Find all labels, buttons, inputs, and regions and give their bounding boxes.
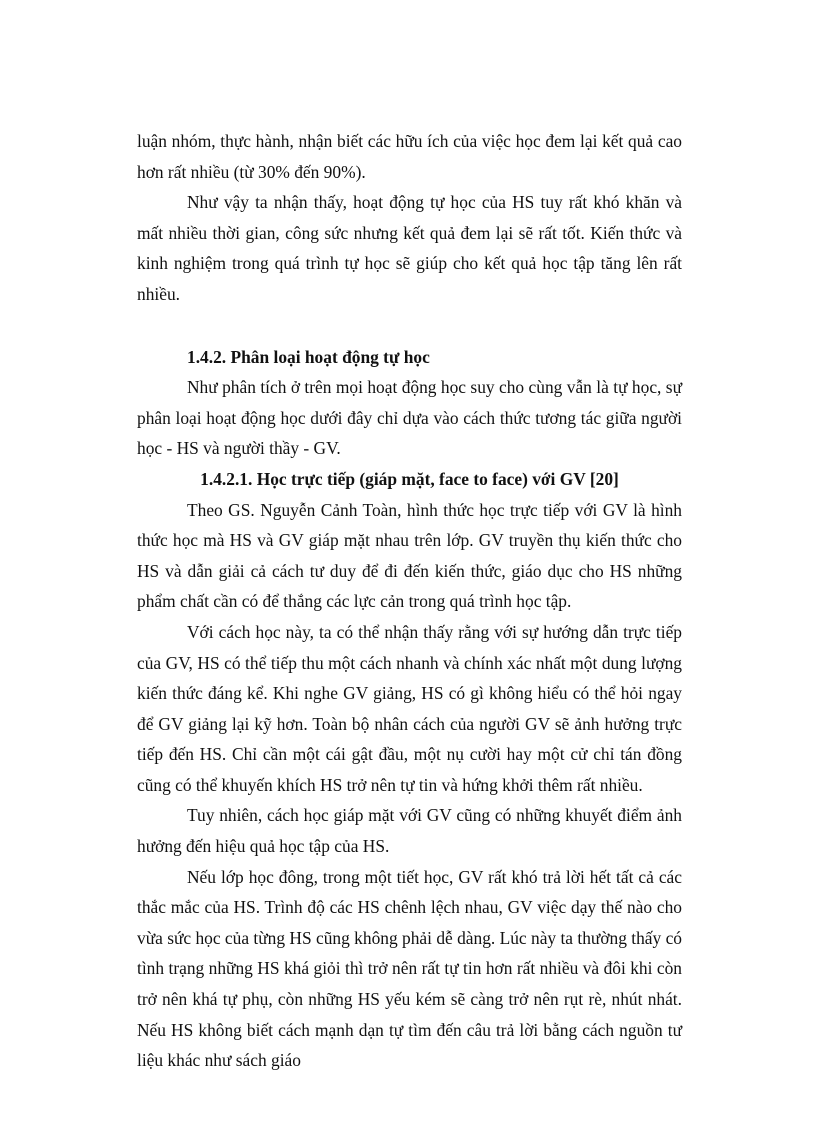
subsection-heading-1-4-2-1: 1.4.2.1. Học trực tiếp (giáp mặt, face to face) với GV [20] [200, 468, 619, 489]
paragraph-direct-learning-definition: Theo GS. Nguyễn Cảnh Toàn, hình thức học trực tiếp với GV là hình thức học mà HS và GV giáp mặt nhau trên lớp. GV truyền thụ kiến thức cho HS và dẫn giải cả cách tư duy để đi đến kiến thức, giáo dục cho HS những phẩm chất cần có để thắng các lực cản trong quá trình học tập. [137, 499, 682, 612]
paragraph-self-study-conclusion: Như vậy ta nhận thấy, hoạt động tự học của HS tuy rất khó khăn và mất nhiều thời gian, công sức nhưng kết quả đem lại sẽ rất tốt. Kiến thức và kinh nghiệm trong quá trình tự học sẽ giúp cho kết quả học tập tăng lên rất nhiều. [137, 192, 682, 304]
paragraph-direct-learning-drawbacks: Tuy nhiên, cách học giáp mặt với GV cũng có những khuyết điểm ảnh hưởng đến hiệu quả học tập của HS. [137, 805, 682, 857]
page-content [137, 126, 682, 1076]
paragraph-classification-intro: Như phân tích ở trên mọi hoạt động học suy cho cùng vẫn là tự học, sự phân loại hoạt động học dưới đây chỉ dựa vào cách thức tương tác giữa người học - HS và người thầy - GV. [137, 377, 682, 459]
paragraph-continuation: luận nhóm, thực hành, nhận biết các hữu ích của việc học đem lại kết quả cao hơn rất nhiều (từ 30% đến 90%). [137, 131, 682, 182]
paragraph-direct-learning-advantages: Với cách học này, ta có thể nhận thấy rằng với sự hướng dẫn trực tiếp của GV, HS có thể tiếp thu một cách nhanh và chính xác nhất một dung lượng kiến thức đáng kể. Khi nghe GV giảng, HS có gì không hiểu có thể hỏi ngay để GV giảng lại kỹ hơn. Toàn bộ nhân cách của người GV sẽ ảnh hưởng trực tiếp đến HS. Chỉ cần một cái gật đầu, một nụ cười hay một cử chỉ tán đồng cũng có thể khuyến khích HS trở nên tự tin và hứng khởi thêm rất nhiều. [137, 621, 682, 795]
paragraph-large-class-issues: Nếu lớp học đông, trong một tiết học, GV rất khó trả lời hết tất cả các thắc mắc của HS. Trình độ các HS chênh lệch nhau, GV việc dạy thế nào cho vừa sức học của từng HS cũng không phải dễ dàng. Lúc này ta thường thấy có tình trạng những HS khá giỏi thì trở nên rất tự tin hơn rất nhiều và đôi khi còn trở nên khá tự phụ, còn những HS yếu kém sẽ càng trở nên rụt rè, nhút nhát. Nếu HS không biết cách mạnh dạn tự tìm đến câu trả lời bằng cách nguồn tư liệu khác như sách giáo [137, 866, 682, 1071]
section-heading-1-4-2: 1.4.2. Phân loại hoạt động tự học [187, 346, 430, 367]
